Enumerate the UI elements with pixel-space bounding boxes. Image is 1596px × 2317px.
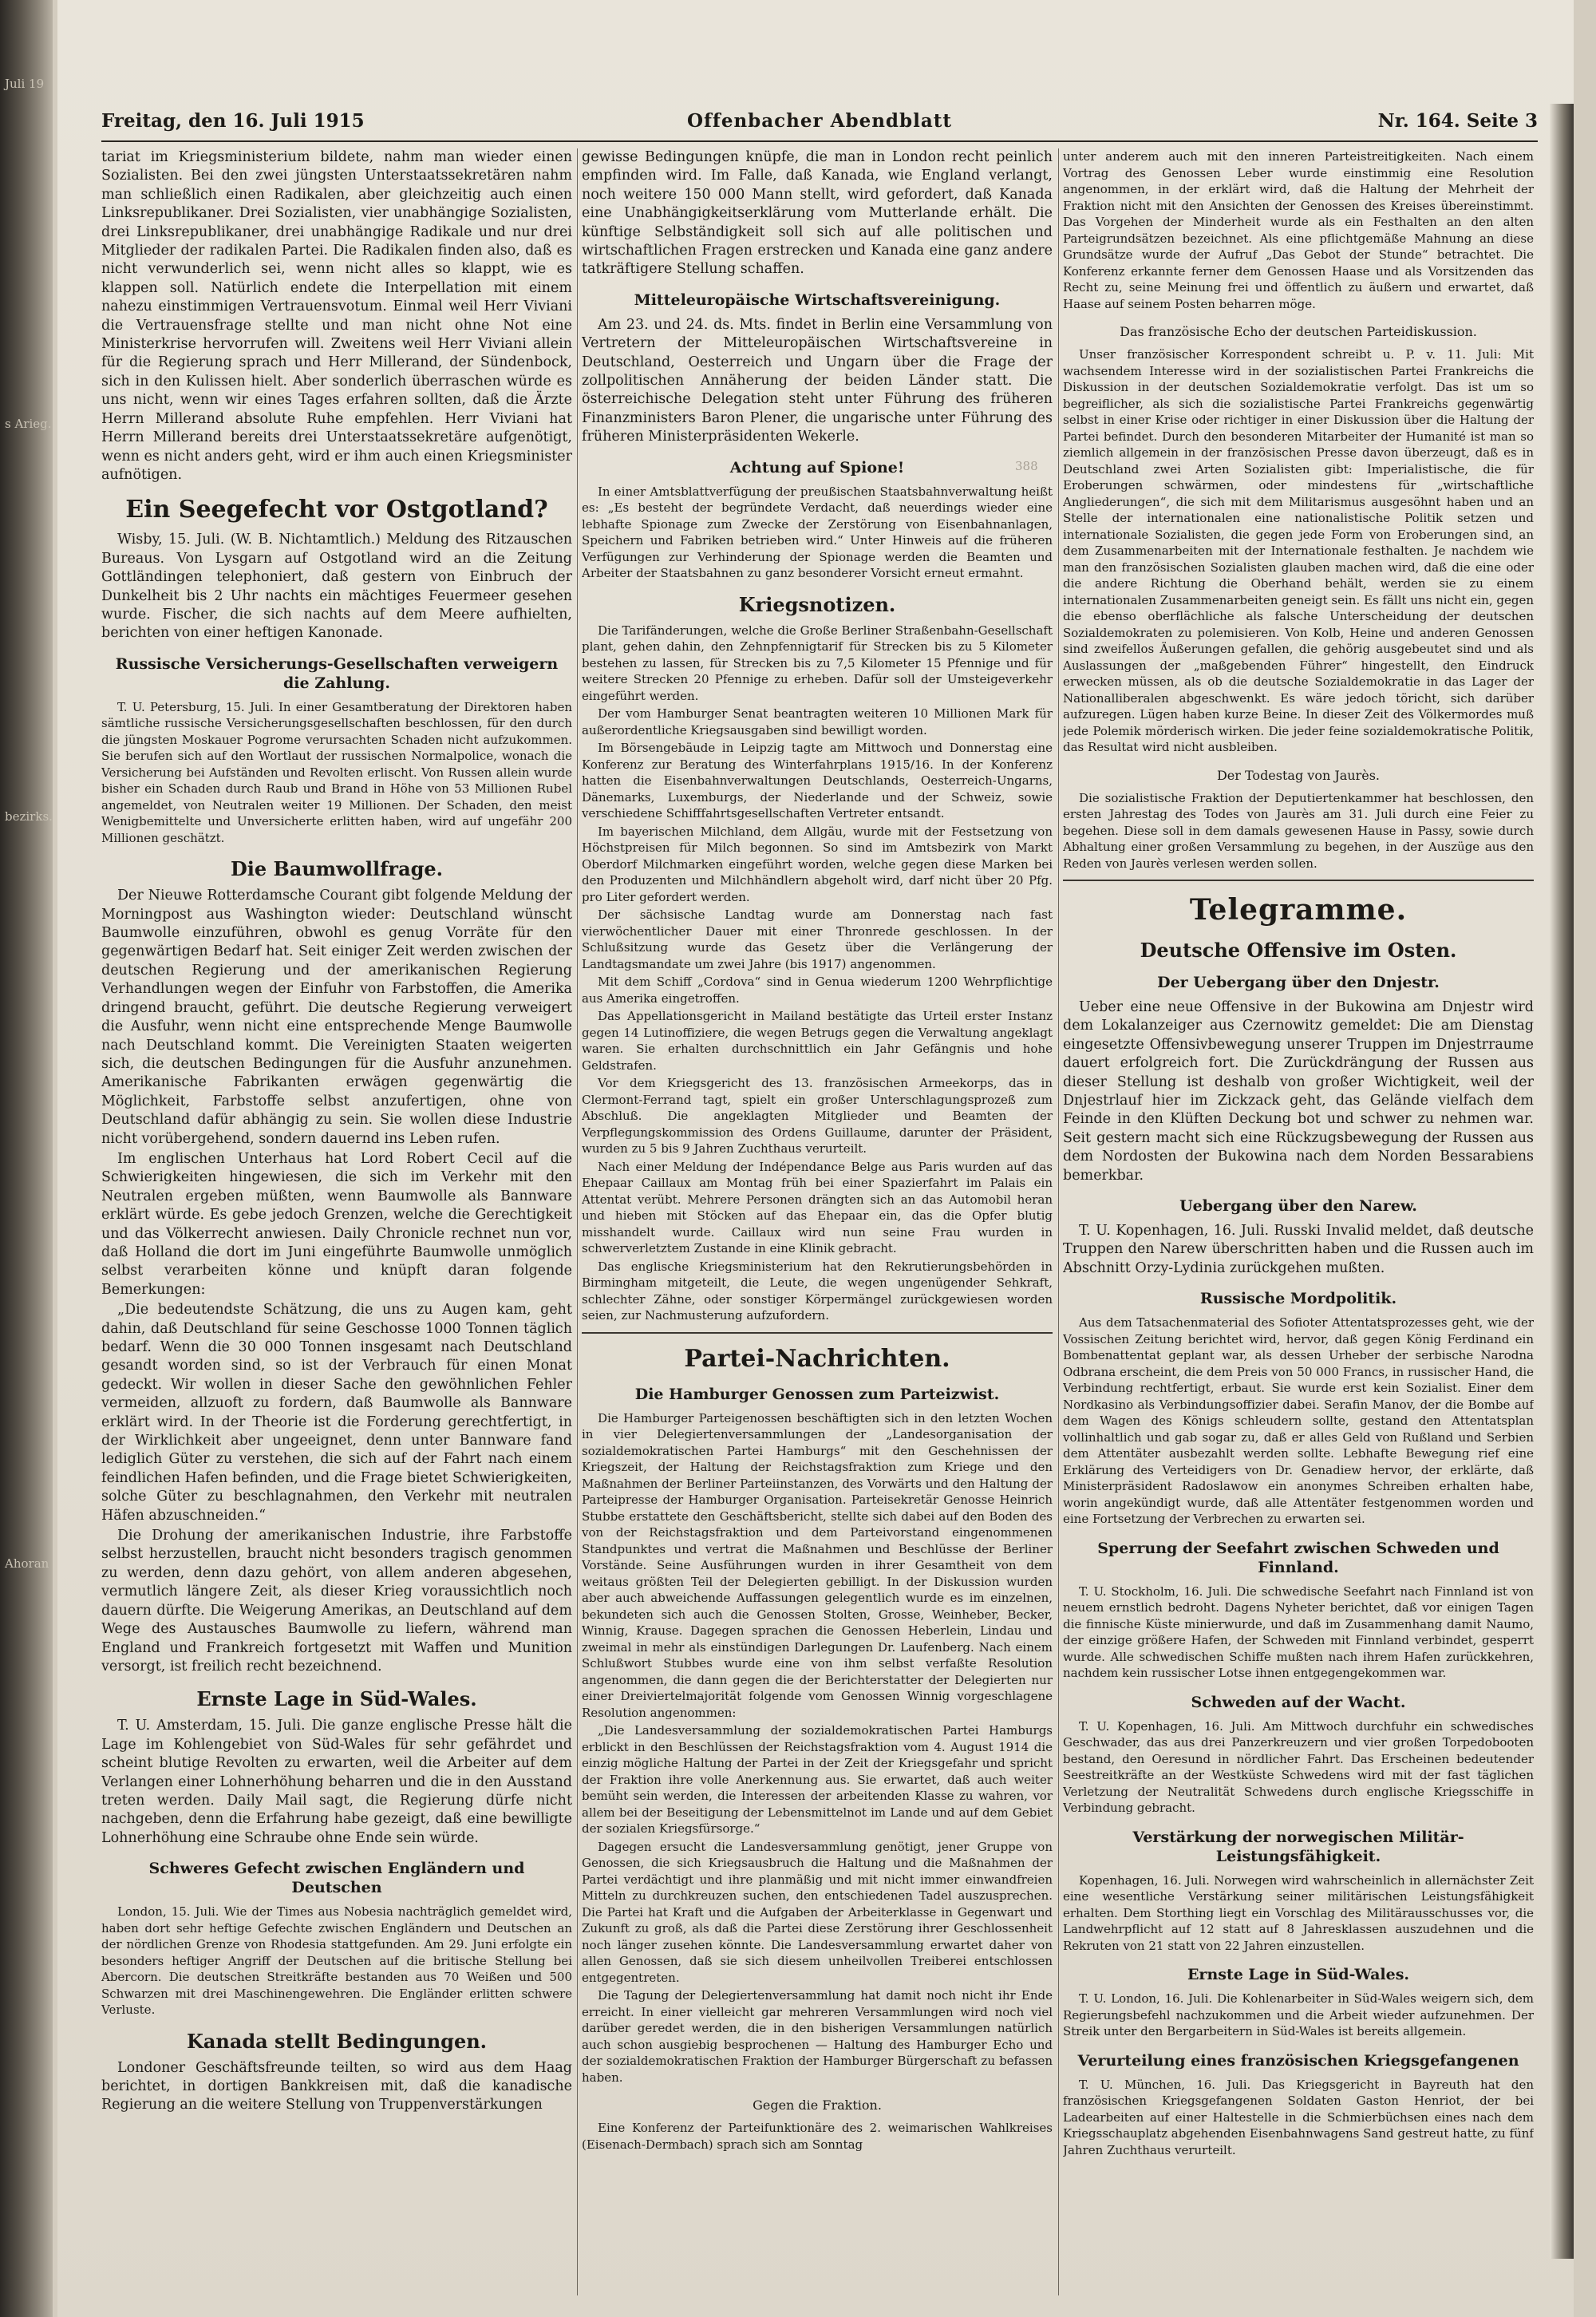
headline-franzoesisches-echo: Das französische Echo der deutschen Parteidiskussion. bbox=[1120, 324, 1477, 339]
article-paragraph: T. U. Kopenhagen, 16. Juli. Russki Invalid meldet, daß deutsche Truppen den Narew überschritten haben und die Russen auch im Abschnitt Orzy-Lydinia zurückgehen mußten. bbox=[1063, 1223, 1534, 1276]
article-continuation: tariat im Kriegsministerium bildete, nahm man wieder einen Sozialisten. Bei den zwei jüngsten Unterstaatssekretären nahm man schließlich einen Radikalen, aber gleichzeitig auch einen Linksrepublikaner. Drei Sozialisten, vier unabhängige Sozialisten, drei Linksrepublikaner, drei unabhängige Radikale und nur drei Mitglieder der radikalen Partei. Die Radikalen finden also, daß es nicht verwunderlich sei, wenn nicht alles so klappt, wie es klappen soll. Natürlich endete die Interpellation mit einem nahezu einstimmigen Vertrauensvotum. Einmal weil Herr Viviani die Vertrauensfrage stellte und man nicht ohne Not eine Ministerkrise hervorrufen will. Zweitens weil Herr Viviani allein für die Regierung sprach und Herr Millerand, der Sündenbock, sich in den Kulissen hielt. Aber sonderlich überraschen würde es uns nicht, wenn wir eines Tages erfahren sollten, daß die Ärzte Herrn Millerand absolute Ruhe empfehlen. Herr Viviani hat Herrn Millerand bereits drei Unterstaatssekretäre aufgenötigt, wenn es nicht anders geht, wird er ihm auch einen Kriegsminister aufnötigen. bbox=[101, 149, 572, 483]
article-paragraph: „Die bedeutendste Schätzung, die uns zu Augen kam, geht dahin, daß Deutschland für seine Geschosse 1000 Tonnen täglich bedarf. Wenn die 30 000 Tonnen insgesamt nach Deutschland gesandt worden sind, so ist der Verbrauch für einen Monat gedeckt. Wir wollen in dieser Sache den gewöhnlichen Fehler vermeiden, allzuoft zu fordern, daß Baumwolle als Bannware erklärt wird. In der Theorie ist die Forderung gerechtfertigt, in der Wirklichkeit aber ungeeignet, denn unter Bannware fand lediglich Güter zu verstehen, die sich auf der Fahrt nach einem feindlichen Hafen befinden, und die Frage bietet Schwierigkeiten, solche Güter zu beschlagnahmen, den Verkehr mit neutralen Häfen abzuschneiden.“ bbox=[101, 1302, 572, 1524]
book-binding bbox=[0, 0, 53, 2317]
article-paragraph: Nach einer Meldung der Indépendance Belge aus Paris wurden auf das Ehepaar Caillaux am Montag früh bei einer Spazierfahrt im Palais ein Attentat verübt. Mehrere Personen drängten sich an das Automobil heran und hieben mit Stöcken auf das Ehepaar ein, das die Opfer blutig misshandelt wurde. Caillaux wird nun seine Frau wurden in schwerverletztem Zustande in eine Klinik gebracht. bbox=[582, 1159, 1053, 1256]
article-paragraph: Im Börsengebäude in Leipzig tagte am Mittwoch und Donnerstag eine Konferenz zur Beratung des Winterfahrplans 1915/16. In der Konferenz hatten die Eisenbahnverwaltungen Deutschlands, Oesterreich-Ungarns, Dänemarks, Luxemburgs, der Niederlande und der Schweiz, sowie verschiedene Schifffahrtsgesellschaften Vertreter entsandt. bbox=[582, 741, 1053, 821]
headline-todestag-jaures: Der Todestag von Jaurès. bbox=[1216, 767, 1381, 783]
headline-gefecht: Schweres Gefecht zwischen Engländern und Deutschen bbox=[148, 1860, 525, 1897]
article-paragraph: Im bayerischen Milchland, dem Allgäu, wurde mit der Festsetzung von Höchstpreisen für Milch begonnen. So sind im Amtsbezirk von Markt Oberdorf Milchmarken eingeführt worden, welche gegen diese Marken bei den Produzenten und Milchhändlern abgeholt wird, darf nicht über 20 Pfg. pro Liter gefordert werden. bbox=[582, 824, 1053, 904]
headline-mordpolitik: Russische Mordpolitik. bbox=[1199, 1290, 1397, 1308]
headline-norwegen: Verstärkung der norwegischen Militär-Leistungsfähigkeit. bbox=[1132, 1828, 1464, 1865]
headline-kriegsgefangener: Verurteilung eines französischen Kriegsgefangenen bbox=[1077, 2051, 1519, 2070]
article-paragraph: Die Hamburger Parteigenossen beschäftigten sich in den letzten Wochen in vier Delegiertenversammlungen der „Landesorganisation der sozialdemokratischen Partei Hamburgs“ mit den Geschehnissen der Kriegszeit, der Haltung der Reichstagsfraktion zum Kriege und den Maßnahmen der Berliner Parteiinstanzen, des Vorwärts und den Haltung der Parteipresse der Hamburger Organisation. Parteisekretär Genosse Heinrich Stubbe erstattete den Geschäftsbericht, stellte sich dabei auf den Boden des von der Reichstagsfraktion und dem Parteivorstand eingenommenen Standpunktes und vertrat die Maßnahmen und Beschlüsse der Berliner Vorstände. Seine Ausführungen wurden in ihrer Gesamtheit von dem weitaus größten Teil der Delegierten gebilligt. In der Diskussion wurden aber auch abweichende Auffassungen gelegentlich wurde es im einzelnen, bekundeten sich auch die Genossen Stolten, Grosse, Weinheber, Becker, Winnig, Krause. Dagegen sprachen die Genossen Heberlein, Lindau und zweimal in mehr als einstündigen Darlegungen Dr. Laufenberg. Nach einem Schlußwort Stubbes wurde eine von ihm selbst verfaßte Resolution angenommen, die dann gegen die der Berichterstatter der Delegierten nur einer Dreiviertelmajorität folgende vom Genossen Winnig vorgeschlagene Resolution angenommen: bbox=[582, 1410, 1053, 1720]
headline-telegramme: Telegramme. bbox=[1189, 893, 1408, 927]
headline-seefahrt: Sperrung der Seefahrt zwischen Schweden und Finnland. bbox=[1097, 1539, 1499, 1576]
column-2 bbox=[582, 148, 1053, 2295]
article-paragraph: Die Tagung der Delegiertenversammlung hat damit noch nicht ihr Ende erreicht. In einer vielleicht gar mehreren Versammlungen wird noch viel darüber geredet werden, die in den bisherigen Versammlungen natürlich auch schon ausgiebig besprochenen — Haltung des Hamburger Echo und der sozialdemokratischen Fraktion der Hamburger Bürgerschaft zu befassen haben. bbox=[582, 1988, 1053, 2085]
column-3 bbox=[1063, 148, 1534, 2295]
newspaper-page bbox=[57, 0, 1574, 2317]
article-paragraph: T. U. Petersburg, 15. Juli. In einer Gesamtberatung der Direktoren haben sämtliche russische Versicherungsgesellschaften beschlossen, für den durch die jüngsten Moskauer Pogrome verursachten Schaden nicht aufzukommen. Sie berufen sich auf den Wortlaut der russischen Normalpolice, wonach die Versicherung bei Aufständen und Revolten erlischt. Von Russen allein wurde bisher ein Schaden durch Raub und Brand in Höhe von 53 Millionen Rubel angemeldet, von Neutralen weiter 19 Millionen. Der Schaden, den meist Wenigbemittelte und Unversicherte erlitten haben, wird auf ungefähr 200 Millionen geschätzt. bbox=[101, 699, 572, 845]
headline-offensive-osten: Deutsche Offensive im Osten. bbox=[1140, 939, 1457, 962]
headline-narew: Uebergang über den Narew. bbox=[1179, 1197, 1417, 1216]
article-paragraph: In einer Amtsblattverfügung der preußischen Staatsbahnverwaltung heißt es: „Es besteht der begründete Verdacht, daß neuerdings wieder eine lebhafte Spionage zum Zwecke der Zerstörung von Eisenbahnanlagen, Speichern und Fabriken betrieben wird.“ Unter Hinweis auf die früheren Verfügungen zur Verhinderung der Spionage werden die Beamten und Arbeiter der Staatsbahnen zu ganz besonderer Vorsicht erneut ermahnt. bbox=[582, 484, 1053, 581]
article-paragraph: Aus dem Tatsachenmaterial des Sofioter Attentatsprozesses geht, wie der Vossischen Zeitung berichtet wird, hervor, daß gegen König Ferdinand ein Bombenattentat geplant war, als dessen Urheber der serbische Narodna Odbrana erscheint, die dem Preis von 50 000 Francs, in russischer Hand, die Verbindung rechtfertigt, erbaut. Sie wurde erst kein Sozialist. Einer dem Nordkasino als Verbindungsoffizier dabei. Serafin Manov, der die Bombe auf dem Wagen des Königs schleudern sollte, gestand den Attentatsplan vollinhaltlich und gab sogar zu, daß er alles Geld von Rußland und Serbien dem Attentäter ausbezahlt werden sollte. Lebhafte Bewegung rief eine Erklärung des Verteidigers von Dr. Genadiew hervor, der erklärte, daß Ministerpräsident Radoslawow ein anonymes Schreiben erhalten habe, worin angekündigt wurde, daß alle Attentäter festgenommen worden und eine Fortsetzung der Verbrechen zu erwarten sei. bbox=[1063, 1315, 1534, 1527]
headline-seegefecht: Ein Seegefecht vor Ostgotland? bbox=[125, 496, 548, 524]
article-paragraph: Das englische Kriegsministerium hat den Rekrutierungsbehörden in Birmingham mitgeteilt, die Leute, die wegen ungenügender Sehkraft, schlechter Zähne, oder sonstiger Körpermängel zurückgewiesen worden seien, zur Nachmusterung aufzufordern. bbox=[582, 1259, 1053, 1323]
masthead-rule bbox=[101, 140, 1538, 142]
article-paragraph: Londoner Geschäftsfreunde teilten, so wird aus dem Haag berichtet, in dortigen Bankkreisen mit, daß die kanadische Regierung an die weitere Stellung von Truppenverstärkungen bbox=[101, 2059, 572, 2113]
library-stamp: 388 bbox=[1015, 459, 1038, 473]
headline-dnjestr: Der Uebergang über den Dnjestr. bbox=[1157, 974, 1440, 991]
article-paragraph: Im englischen Unterhaus hat Lord Robert Cecil auf die Schwierigkeiten hingewiesen, die sich im Verkehr mit den Neutralen ergeben müßten, wenn Baumwolle als Bannware erklärt würde. Es gebe jedoch Grenzen, welche die Gerechtigkeit und das Völkerrecht anwiesen. Daily Chronicle rechnet nun vor, daß Holland die dort im Juni eingeführte Baumwolle unmöglich selbst verarbeiten könne und knüpft daran folgende Bemerkungen: bbox=[101, 1150, 572, 1298]
article-paragraph: T. U. München, 16. Juli. Das Kriegsgericht in Bayreuth hat den französischen Kriegsgefangenen Soldaten Gaston Henriot, der bei Ladearbeiten auf einer Haltestelle in die Schmierbüchsen eines nach dem Kriegsschauplatz abgehenden Eisenbahnwagens Sand gestreut hatte, zu fünf Jahren Zuchthaus verurteilt. bbox=[1063, 2077, 1534, 2157]
masthead bbox=[101, 110, 1538, 142]
headline-wirtschaftsvereinigung: Mitteleuropäische Wirtschaftsvereinigung. bbox=[634, 291, 1001, 309]
article-paragraph: Der vom Hamburger Senat beantragten weiteren 10 Millionen Mark für außerordentliche Kriegsausgaben sind bewilligt worden. bbox=[582, 706, 1053, 737]
binding-fragment: bezirks. bbox=[5, 809, 53, 824]
headline-hamburger-genossen: Die Hamburger Genossen zum Parteizwist. bbox=[634, 1385, 1000, 1403]
article-paragraph: T. U. Kopenhagen, 16. Juli. Am Mittwoch durchfuhr ein schwedisches Geschwader, das aus drei Panzerkreuzern und vier großen Torpedobooten bestand, den Oeresund in nördlicher Fahrt. Das Erscheinen bedeutender Seestreitkräfte an der Westküste Schwedens wird mit der fast täglichen Verletzung der Neutralität Schwedens durch englische Kriegsschiffe in Verbindung gebracht. bbox=[1063, 1718, 1534, 1816]
section-rule bbox=[582, 1332, 1053, 1334]
article-paragraph: Vor dem Kriegsgericht des 13. französischen Armeekorps, das in Clermont-Ferrand tagt, spielt ein großer Unterschlagungsprozeß zum Abschluß. Die angeklagten Mitglieder und Beamten der Verpflegungskommission des Ordens Guillaume, darunter der Präsident, wurden zu 5 bis 9 Jahren Zuchthaus verurteilt. bbox=[582, 1076, 1053, 1157]
article-paragraph: London, 15. Juli. Wie der Times aus Nobesia nachträglich gemeldet wird, haben dort sehr heftige Gefechte zwischen Engländern und Deutschen an der nördlichen Grenze von Rhodesia stattgefunden. Am 29. Juni erfolgte ein besonders heftiger Angriff der Deutschen auf die britische Stellung bei Abercorn. Die deutschen Streitkräfte bestanden aus 70 Weißen und 500 Schwarzen mit drei Maschinengewehren. Die Engländer erlitten schwere Verluste. bbox=[101, 1904, 572, 2018]
column-rule bbox=[1058, 148, 1059, 2295]
article-paragraph: Das Appellationsgericht in Mailand bestätigte das Urteil erster Instanz gegen 14 Lutinoffiziere, die wegen Betrugs gegen die Verwaltung angeklagt waren. Sie erhalten durchschnittlich ein Jahr Gefängnis und hohe Geldstrafen. bbox=[582, 1009, 1053, 1073]
headline-spione: Achtung auf Spione! bbox=[729, 458, 905, 476]
headline-schweden-wacht: Schweden auf der Wacht. bbox=[1191, 1693, 1406, 1711]
article-paragraph: Unser französischer Korrespondent schreibt u. P. v. 11. Juli: Mit wachsendem Interesse wird in der sozialistischen Partei Frankreichs die Diskussion in der deutschen Sozialdemokratie verfolgt. Das ist um so begreiflicher, als sich die sozialistische Partei Frankreichs gegenwärtig selbst in einer Krise oder richtiger in einer Diskussion über die Haltung der Partei befindet. Durch den besonderen Mitarbeiter der Humanité ist man so ziemlich allgemein in der französischen Presse davon überzeugt, daß es in Deutschland zwei Arten Sozialisten gibt: Imperialistische, die für Eroberungen schwärmen, oder mindestens für „wirtschaftliche Angliederungen“, die sich mit dem Militarismus ausgesöhnt haben und an Stelle der internationalen eine nationalistische Politik setzen und internationale Sozialisten, die gegen jede Form von Eroberungen sind, an dem Zusammenarbeiten mit der Internationale festhalten. Je nachdem wie man den französischen Sozialisten glauben machen wird, daß die eine oder die andere Richtung die Oberhand behält, werden sie zu einem internationalen Zusammenarbeiten geneigt sein. Es fällt uns nicht ein, gegen die ebenso oberflächliche als falsche Unterscheidung der deutschen Sozialdemokraten zu polemisieren. Von Kolb, Heine und anderen Genossen sind zweifellos Äußerungen gefallen, die gehörig ausgebeutet sind und als Auslassungen der „maßgebenden Führer“ hingestellt, den Eindruck erwecken müssen, als ob die deutsche Sozialdemokratie in das Lager der Nationalliberalen abgeschwenkt. Es wäre jedoch töricht, sich darüber aufzuregen. Lügen haben kurze Beine. In dieser Zeit des Völkermordes muß jede Polemik mörderisch wirken. Die jeder feine sozialdemokratische Politik, das Resultat wird nicht ausbleiben. bbox=[1063, 347, 1534, 754]
article-paragraph: Die Drohung der amerikanischen Industrie, ihre Farbstoffe selbst herzustellen, braucht nicht besonders tragisch genommen zu werden, denn dazu gehört, von allem anderen abgesehen, vermutlich längere Zeit, als dieser Krieg voraussichtlich noch dauern dürfte. Die Weigerung Amerikas, an Deutschland auf dem Wege des Austausches Baumwolle zu liefern, während man England und Frankreich fortgesetzt mit Waffen und Munition versorgt, ist freilich recht bezeichnend. bbox=[101, 1528, 572, 1674]
article-paragraph: Eine Konferenz der Parteifunktionäre des 2. weimarischen Wahlkreises (Eisenach-Dermbach) sprach sich am Sonntag bbox=[582, 2121, 1053, 2152]
headline-gegen-fraktion: Gegen die Fraktion. bbox=[753, 2098, 882, 2113]
article-paragraph: Ueber eine neue Offensive in der Bukowina am Dnjestr wird dem Lokalanzeiger aus Czernowitz gemeldet: Die am Dienstag eingesetzte Offensivbewegung unserer Truppen im Dnjestrraume dauert erfolgreich fort. Die Zurückdrängung der Russen aus dieser Stellung ist deshalb von großer Wichtigkeit, weil der Dnjestrlauf hier im Zickzack geht, das Gelände vielfach dem Feinde in den Klüften Deckung bot und schwer zu nehmen war. Seit gestern macht sich eine Rückzugsbewegung der Russen aus dem Nordosten der Bukowina nach dem Norden Bessarabiens bemerkbar. bbox=[1063, 999, 1534, 1184]
article-paragraph: Am 23. und 24. ds. Mts. findet in Berlin eine Versammlung von Vertretern der Mitteleuropäischen Wirtschaftsvereine in Deutschland, Oesterreich und Ungarn über die Frage der zollpolitischen Annäherung der beiden Länder statt. Die österreichische Delegation steht unter Führung des früheren Finanzministers Baron Plener, die ungarische unter Führung des früheren Ministerpräsidenten Wekerle. bbox=[582, 316, 1053, 445]
headline-partei-nachrichten: Partei-Nachrichten. bbox=[684, 1344, 950, 1373]
article-paragraph: Kopenhagen, 16. Juli. Norwegen wird wahrscheinlich in allernächster Zeit eine wesentliche Verstärkung seiner militärischen Leistungsfähigkeit erhalten. Dem Storthing liegt ein Vorschlag des Militärausschusses vor, die Landwehrpflicht auf 12 statt auf 8 Jahresklassen auszudehnen und die Rekruten von 21 statt von 22 Jahren einzustellen. bbox=[1063, 1872, 1534, 1953]
masthead-page-number: Nr. 164. Seite 3 bbox=[1377, 110, 1538, 132]
binding-fragment: Juli 19 bbox=[5, 77, 45, 91]
article-paragraph: T. U. London, 16. Juli. Die Kohlenarbeiter in Süd-Wales weigern sich, dem Regierungsbefehl nachzukommen und die Arbeit wieder aufzunehmen. Der Streik unter den Bergarbeitern in Süd-Wales ist bereits allgemein. bbox=[1063, 1991, 1534, 2039]
article-paragraph: Wisby, 15. Juli. (W. B. Nichtamtlich.) Meldung des Ritzauschen Bureaus. Von Lysgarn auf Ostgotland wird an die Zeitung Gottländingen telephoniert, daß gestern von Einbruch der Dunkelheit bis 2 Uhr nachts ein mächtiges Feuermeer gesehen wurde. Fischer, die sich nachts auf dem Meere aufhielten, berichten von einer heftigen Kanonade. bbox=[101, 532, 572, 642]
page-edge bbox=[1550, 104, 1574, 2259]
article-continuation: gewisse Bedingungen knüpfe, die man in London recht peinlich empfinden wird. Im Falle, daß Kanada, wie England verlangt, noch weitere 150 000 Mann stellt, wird gefordert, daß Kanada eine Unabhängigkeitserklärung vom Mutterlande erhält. Die künftige Selbständigkeit soll sich auf alle politischen und wirtschaftlichen Fragen erstrecken und Kanada eine ganz andere tatkräftigere Stellung schaffen. bbox=[582, 149, 1053, 278]
headline-kriegsnotizen: Kriegsnotizen. bbox=[738, 592, 896, 616]
article-paragraph: T. U. Amsterdam, 15. Juli. Die ganze englische Presse hält die Lage im Kohlengebiet von Süd-Wales für sehr gefährdet und scheint blutige Revolten zu erwarten, weil die Arbeiter auf dem Verlangen einer Lohnerhöhung beharren und die in den Ausstand treten werden. Daily Mail sagt, die Regierung dürfe nicht nachgeben, denn die Erfahrung habe gezeigt, daß eine bewilligte Lohnerhöhung eine Schraube ohne Ende sein würde. bbox=[101, 1718, 572, 1846]
headline-kanada: Kanada stellt Bedingungen. bbox=[186, 2029, 488, 2053]
column-1 bbox=[101, 148, 572, 2295]
section-rule bbox=[1063, 880, 1534, 881]
article-paragraph: Der sächsische Landtag wurde am Donnerstag nach fast vierwöchentlicher Dauer mit einer Thronrede geschlossen. In der Schlußsitzung wurde das Gesetz über die Verlängerung der Landtagsmandate um zwei Jahre (bis 1917) angenommen. bbox=[582, 907, 1053, 971]
masthead-title: Offenbacher Abendblatt bbox=[687, 110, 952, 132]
article-paragraph: Die sozialistische Fraktion der Deputiertenkammer hat beschlossen, den ersten Jahrestag des Todes von Jaurès am 31. Juli durch eine Feier zu begehen. Diese soll in dem damals gewesenen Hause in Passy, sowie durch Abhaltung einer großen Versammlung zu begehen, in der Auszüge aus den Reden von Jaurès verlesen werden sollen. bbox=[1063, 790, 1534, 871]
binding-fragment: Ahoran bbox=[5, 1556, 49, 1571]
headline-versicherungen: Russische Versicherungs-Gesellschaften verweigern die Zahlung. bbox=[115, 654, 559, 692]
column-rule bbox=[577, 148, 578, 2295]
headline-sued-wales: Ernste Lage in Süd-Wales. bbox=[196, 1687, 477, 1711]
binding-fragment: s Arieg. bbox=[5, 417, 52, 431]
article-paragraph: T. U. Stockholm, 16. Juli. Die schwedische Seefahrt nach Finnland ist von neuem ernstlich bedroht. Dagens Nyheter berichtet, daß vor einigen Tagen die finnische Küste minierwurde, und daß im Zusammenhang damit Naumo, der einzige größere Hafen, der Schweden mit Finnland verbindet, gesperrt wurde. Alle schwedischen Schiffe mußten nach ihrem Hafen zurückkehren, nachdem kein russischer Lotse ihnen entgegengekommen war. bbox=[1063, 1584, 1534, 1681]
headline-sued-wales-2: Ernste Lage in Süd-Wales. bbox=[1187, 1966, 1410, 1984]
article-paragraph: Die Tarifänderungen, welche die Große Berliner Straßenbahn-Gesellschaft plant, gehen dahin, den Zehnpfennigtarif für Strecken bis zu 5 Kilometer bestehen zu lassen, für Strecken bis zu 7,5 Kilometer 15 Pfennige und für weitere Strecken 20 Pfennige zu erheben. Dafür soll der Umsteigeverkehr eingeführt werden. bbox=[582, 623, 1053, 703]
masthead-date: Freitag, den 16. Juli 1915 bbox=[101, 110, 365, 132]
article-paragraph: „Die Landesversammlung der sozialdemokratischen Partei Hamburgs erblickt in den Beschlüssen der Reichstagsfraktion vom 4. August 1914 die einzig mögliche Haltung der Partei in der Zeit der Kriegsgefahr und spricht der Fraktion ihre volle Anerkennung aus. Sie erwartet, daß auch weiter bemüht sein werden, die Interessen der arbeitenden Klasse zu wahren, vor allem bei der Beseitigung der Lebensmittelnot im Lande und auf dem Gebiet der sozialen Kriegsfürsorge.“ bbox=[582, 1723, 1053, 1837]
article-paragraph: Der Nieuwe Rotterdamsche Courant gibt folgende Meldung der Morningpost aus Washington wieder: Deutschland wünscht Baumwolle einzuführen, obwohl es genug Vorräte für den gegenwärtigen Bedarf hat. Seit einiger Zeit werden zwischen der deutschen Regierung und der amerikanischen Regierung Verhandlungen wegen der Einfuhr von Farbstoffen, die Amerika dringend braucht, geführt. Die deutsche Regierung verweigert die Ausfuhr, wenn nicht eine entsprechende Menge Baumwolle nach Deutschland kommt. Die Vereinigten Staaten weigerten sich, die deutschen Bedingungen für die Ausfuhr anzunehmen. Amerikanische Fabrikanten erwägen gegenwärtig die Möglichkeit, Farbstoffe selbst anzufertigen, ohne von Deutschland dafür abhängig zu sein. Sie wollen diese Industrie nicht vorübergehend, sondern dauernd ins Leben rufen. bbox=[101, 888, 572, 1147]
headline-baumwollfrage: Die Baumwollfrage. bbox=[230, 857, 444, 881]
article-paragraph: Mit dem Schiff „Cordova“ sind in Genua wiederum 1200 Wehrpflichtige aus Amerika eingetroffen. bbox=[582, 975, 1053, 1006]
article-continuation: unter anderem auch mit den inneren Parteistreitigkeiten. Nach einem Vortrag des Genossen Leber wurde einstimmig eine Resolution angenommen, in der erklärt wird, daß die Haltung der Mehrheit der Fraktion nicht mit den Ansichten der Genossen des Kreises übereinstimmt. Das Vorgehen der Minderheit wurde als ein Festhalten an den alten Parteigrundsätzen bezeichnet. Als eine pflichtgemäße Mahnung an diese Grundsätze wurde der Aufruf „Das Gebot der Stunde“ betrachtet. Die Konferenz erkannte ferner dem Genossen Haase und als Vorsitzenden das Recht zu, seine Meinung frei und öffentlich zu äußern und erwartet, daß Haase auf seinem Posten beharren möge. bbox=[1063, 149, 1534, 311]
article-paragraph: Dagegen ersucht die Landesversammlung genötigt, jener Gruppe von Genossen, die sich Kriegsausbruch die Haltung und die Maßnahmen der Partei verdächtigt und ihre planmäßig und mit nicht immer einwandfreien Mitteln zu durchkreuzen suchen, den entschiedenen Tadel auszusprechen. Die Partei hat Kraft und die Aufgaben der Arbeiterklasse in Gegenwart und Zukunft zu groß, als daß die Partei diese Zerstörung ihrer Geschlossenheit noch länger zusehen könnte. Die Landesversammlung erwartet daher von allen Genossen, daß sie sich diesem unheilvollen Treiberei entschlossen entgegentreten. bbox=[582, 1839, 1053, 1985]
